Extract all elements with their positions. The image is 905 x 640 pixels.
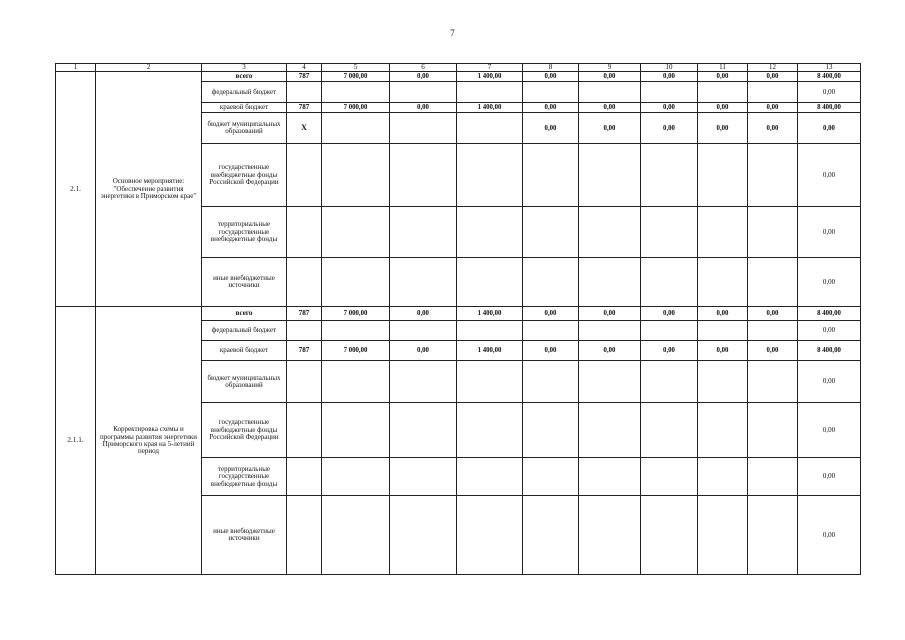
amount-cell: 0,00	[748, 72, 798, 82]
total-cell: 0,00	[798, 496, 861, 575]
amount-cell: 7 000,00	[322, 307, 390, 321]
amount-cell: 0,00	[698, 307, 748, 321]
amount-cell	[322, 496, 390, 575]
amount-cell	[748, 496, 798, 575]
amount-cell	[523, 144, 579, 207]
amount-cell	[698, 361, 748, 403]
amount-cell: 0,00	[698, 113, 748, 144]
budget-code	[287, 258, 322, 307]
table-row	[56, 307, 861, 321]
amount-cell: 0,00	[523, 113, 579, 144]
total-cell: 0,00	[798, 82, 861, 103]
amount-cell	[641, 496, 698, 575]
amount-cell	[390, 82, 457, 103]
amount-cell: 1 400,00	[457, 72, 523, 82]
budget-code: 787	[287, 72, 322, 82]
amount-cell	[457, 82, 523, 103]
amount-cell: 0,00	[748, 307, 798, 321]
amount-cell	[390, 207, 457, 258]
amount-cell	[748, 207, 798, 258]
budget-code	[287, 321, 322, 341]
amount-cell	[322, 82, 390, 103]
amount-cell	[523, 361, 579, 403]
amount-cell	[457, 361, 523, 403]
amount-cell	[641, 321, 698, 341]
budget-code	[287, 207, 322, 258]
column-number: 9	[579, 64, 641, 72]
amount-cell	[579, 258, 641, 307]
amount-cell: 0,00	[748, 113, 798, 144]
funding-source: краевой бюджет	[202, 103, 287, 113]
amount-cell	[523, 82, 579, 103]
amount-cell	[641, 458, 698, 496]
amount-cell	[579, 496, 641, 575]
amount-cell: 0,00	[390, 341, 457, 361]
amount-cell: 0,00	[579, 307, 641, 321]
amount-cell	[523, 258, 579, 307]
amount-cell	[523, 458, 579, 496]
amount-cell: 0,00	[523, 72, 579, 82]
amount-cell: 0,00	[523, 341, 579, 361]
amount-cell	[698, 458, 748, 496]
amount-cell	[322, 403, 390, 458]
budget-code	[287, 496, 322, 575]
amount-cell: 0,00	[579, 113, 641, 144]
activity-index: 2.1.	[56, 72, 96, 307]
amount-cell	[322, 144, 390, 207]
amount-cell	[322, 207, 390, 258]
amount-cell	[457, 458, 523, 496]
budget-code: 787	[287, 341, 322, 361]
funding-source: иные внебюджетные источники	[202, 258, 287, 307]
amount-cell	[322, 458, 390, 496]
amount-cell	[748, 321, 798, 341]
amount-cell: 0,00	[641, 103, 698, 113]
total-cell: 8 400,00	[798, 103, 861, 113]
funding-source: всего	[202, 72, 287, 82]
amount-cell	[641, 403, 698, 458]
amount-cell: 0,00	[748, 103, 798, 113]
amount-cell	[523, 403, 579, 458]
amount-cell	[748, 258, 798, 307]
page-number: 7	[450, 28, 455, 38]
column-number: 6	[390, 64, 457, 72]
amount-cell	[698, 82, 748, 103]
column-number: 11	[698, 64, 748, 72]
amount-cell	[698, 258, 748, 307]
amount-cell	[390, 458, 457, 496]
funding-source: территориальные государственные внебюджетные фонды	[202, 207, 287, 258]
amount-cell	[579, 458, 641, 496]
amount-cell: 0,00	[698, 72, 748, 82]
amount-cell: 0,00	[641, 341, 698, 361]
column-number: 7	[457, 64, 523, 72]
funding-source: бюджет муниципальных образований	[202, 113, 287, 144]
funding-source: территориальные государственные внебюджетные фонды	[202, 458, 287, 496]
amount-cell	[748, 144, 798, 207]
funding-source: государственные внебюджетные фонды Российской Федерации	[202, 403, 287, 458]
column-number: 2	[96, 64, 202, 72]
amount-cell: 0,00	[579, 341, 641, 361]
amount-cell: 0,00	[579, 103, 641, 113]
amount-cell	[322, 321, 390, 341]
amount-cell	[579, 82, 641, 103]
amount-cell	[390, 258, 457, 307]
funding-source: иные внебюджетные источники	[202, 496, 287, 575]
budget-code: X	[287, 113, 322, 144]
amount-cell: 0,00	[523, 103, 579, 113]
column-number: 4	[287, 64, 322, 72]
amount-cell	[523, 496, 579, 575]
total-cell: 0,00	[798, 113, 861, 144]
amount-cell	[748, 82, 798, 103]
funding-source: краевой бюджет	[202, 341, 287, 361]
amount-cell	[641, 361, 698, 403]
total-cell: 0,00	[798, 144, 861, 207]
amount-cell	[457, 207, 523, 258]
funding-source: бюджет муниципальных образований	[202, 361, 287, 403]
amount-cell: 0,00	[390, 103, 457, 113]
amount-cell: 1 400,00	[457, 341, 523, 361]
amount-cell	[698, 207, 748, 258]
amount-cell	[748, 403, 798, 458]
column-number: 12	[748, 64, 798, 72]
amount-cell	[390, 496, 457, 575]
amount-cell	[390, 321, 457, 341]
column-number: 5	[322, 64, 390, 72]
amount-cell	[698, 321, 748, 341]
total-cell: 0,00	[798, 207, 861, 258]
budget-code	[287, 82, 322, 103]
activity-description: Основное мероприятие: "Обеспечение развития энергетики в Приморском крае"	[96, 72, 202, 307]
amount-cell: 0,00	[390, 72, 457, 82]
amount-cell: 7 000,00	[322, 341, 390, 361]
amount-cell: 0,00	[390, 307, 457, 321]
budget-code	[287, 144, 322, 207]
activity-index: 2.1.1.	[56, 307, 96, 575]
column-number: 1	[56, 64, 96, 72]
amount-cell	[457, 144, 523, 207]
funding-source: всего	[202, 307, 287, 321]
amount-cell	[698, 496, 748, 575]
column-number: 13	[798, 64, 861, 72]
amount-cell	[390, 361, 457, 403]
total-cell: 8 400,00	[798, 72, 861, 82]
amount-cell	[748, 361, 798, 403]
amount-cell	[457, 321, 523, 341]
budget-code	[287, 361, 322, 403]
column-number: 10	[641, 64, 698, 72]
amount-cell: 0,00	[698, 103, 748, 113]
amount-cell: 0,00	[523, 307, 579, 321]
amount-cell	[457, 496, 523, 575]
funding-source: государственные внебюджетные фонды Российской Федерации	[202, 144, 287, 207]
amount-cell: 1 400,00	[457, 103, 523, 113]
total-cell: 0,00	[798, 258, 861, 307]
column-number: 8	[523, 64, 579, 72]
amount-cell: 7 000,00	[322, 72, 390, 82]
amount-cell	[641, 207, 698, 258]
table-row	[56, 72, 861, 82]
amount-cell	[579, 321, 641, 341]
amount-cell	[322, 258, 390, 307]
amount-cell: 7 000,00	[322, 103, 390, 113]
amount-cell: 0,00	[579, 72, 641, 82]
budget-code	[287, 403, 322, 458]
total-cell: 0,00	[798, 321, 861, 341]
amount-cell	[457, 403, 523, 458]
amount-cell	[523, 207, 579, 258]
amount-cell: 0,00	[641, 113, 698, 144]
amount-cell	[457, 258, 523, 307]
amount-cell	[322, 361, 390, 403]
total-cell: 0,00	[798, 403, 861, 458]
amount-cell	[390, 403, 457, 458]
amount-cell	[579, 403, 641, 458]
budget-code	[287, 458, 322, 496]
funding-source: федеральный бюджет	[202, 82, 287, 103]
amount-cell	[579, 361, 641, 403]
amount-cell: 0,00	[748, 341, 798, 361]
amount-cell	[390, 113, 457, 144]
amount-cell	[523, 321, 579, 341]
amount-cell	[698, 403, 748, 458]
total-cell: 8 400,00	[798, 307, 861, 321]
budget-code: 787	[287, 307, 322, 321]
amount-cell	[698, 144, 748, 207]
amount-cell: 0,00	[641, 307, 698, 321]
total-cell: 8 400,00	[798, 341, 861, 361]
total-cell: 0,00	[798, 361, 861, 403]
budget-code: 787	[287, 103, 322, 113]
amount-cell	[457, 113, 523, 144]
amount-cell	[390, 144, 457, 207]
amount-cell	[641, 144, 698, 207]
activity-description: Корректировка схемы и программы развития энергетики Приморского края на 5-летний период	[96, 307, 202, 575]
column-number: 3	[202, 64, 287, 72]
column-number-row	[56, 64, 861, 72]
amount-cell	[579, 207, 641, 258]
amount-cell	[641, 82, 698, 103]
amount-cell	[748, 458, 798, 496]
amount-cell	[641, 258, 698, 307]
amount-cell: 0,00	[641, 72, 698, 82]
amount-cell	[322, 113, 390, 144]
funding-source: федеральный бюджет	[202, 321, 287, 341]
amount-cell: 1 400,00	[457, 307, 523, 321]
budget-table	[55, 63, 861, 575]
amount-cell: 0,00	[698, 341, 748, 361]
total-cell: 0,00	[798, 458, 861, 496]
amount-cell	[579, 144, 641, 207]
